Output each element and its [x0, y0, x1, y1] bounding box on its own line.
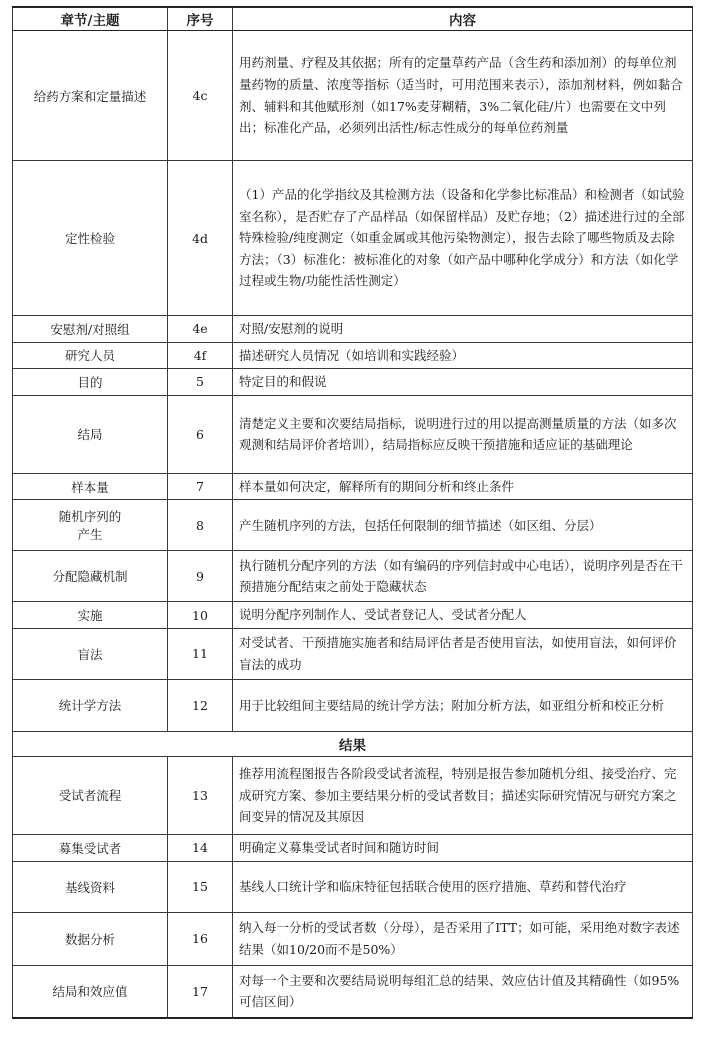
- header-number: 序号: [168, 7, 233, 31]
- row-number: 4d: [168, 161, 233, 316]
- section-heading-results: 结果: [13, 731, 693, 756]
- header-content: 内容: [233, 7, 693, 31]
- table-row: [13, 342, 693, 369]
- row-content: 用药剂量、疗程及其依据；所有的定量草药产品（含生药和添加剂）的每单位剂量药物的质量、浓度等指标（适当时，可用范围来表示），添加剂材料，例如黏合剂、辅料和其他赋形剂（如17%麦芽糊精，3%二氧化硅/片）也需要在文中列出；标准化产品，必须列出活性/标志性成分的每单位药剂量: [233, 31, 693, 161]
- row-content: 推荐用流程图报告各阶段受试者流程，特别是报告参加随机分组、接受治疗、完成研究方案、参加主要结果分析的受试者数目；描述实际研究情况与研究方案之间变异的情况及其原因: [233, 756, 693, 834]
- table-row: [13, 628, 693, 679]
- row-content: 执行随机分配序列的方法（如有编码的序列信封或中心电话），说明序列是否在干预措施分配结束之前处于隐藏状态: [233, 551, 693, 602]
- row-number: 15: [168, 861, 233, 912]
- row-topic: 结局和效应值: [13, 965, 168, 1018]
- row-number: 10: [168, 602, 233, 629]
- row-content: 基线人口统计学和临床特征包括联合使用的医疗措施、草药和替代治疗: [233, 861, 693, 912]
- table-row: [13, 31, 693, 161]
- row-content: 产生随机序列的方法，包括任何限制的细节描述（如区组、分层）: [233, 500, 693, 551]
- row-number: 9: [168, 551, 233, 602]
- row-topic: 随机序列的产生: [13, 500, 168, 551]
- row-topic: 基线资料: [13, 861, 168, 912]
- row-number: 13: [168, 756, 233, 834]
- row-number: 7: [168, 473, 233, 500]
- row-content: 明确定义募集受试者时间和随访时间: [233, 834, 693, 861]
- row-number: 6: [168, 395, 233, 473]
- table-row: [13, 679, 693, 731]
- row-number: 4f: [168, 342, 233, 369]
- row-number: 8: [168, 500, 233, 551]
- row-topic: 受试者流程: [13, 756, 168, 834]
- table-row: [13, 602, 693, 629]
- row-number: 11: [168, 628, 233, 679]
- table-row: [13, 965, 693, 1018]
- row-content: 描述研究人员情况（如培训和实践经验）: [233, 342, 693, 369]
- row-content: 纳入每一分析的受试者数（分母），是否采用了ITT；如可能，采用绝对数字表述结果（如10/20而不是50%）: [233, 912, 693, 965]
- row-content: 清楚定义主要和次要结局指标，说明进行过的用以提高测量质量的方法（如多次观测和结局评价者培训），结局指标应反映干预措施和适应证的基础理论: [233, 395, 693, 473]
- row-topic: 定性检验: [13, 161, 168, 316]
- table-row: [13, 861, 693, 912]
- header-topic: 章节/主题: [13, 7, 168, 31]
- row-number: 16: [168, 912, 233, 965]
- table-row: [13, 500, 693, 551]
- row-number: 5: [168, 369, 233, 396]
- checklist-table: [12, 6, 693, 1019]
- row-topic: 分配隐藏机制: [13, 551, 168, 602]
- row-topic: 安慰剂/对照组: [13, 316, 168, 343]
- row-number: 12: [168, 679, 233, 731]
- table-row: [13, 369, 693, 396]
- table-row: [13, 395, 693, 473]
- row-content: 对每一个主要和次要结局说明每组汇总的结果、效应估计值及其精确性（如95%可信区间）: [233, 965, 693, 1018]
- table-row: [13, 912, 693, 965]
- section-row: [13, 731, 693, 756]
- row-number: 17: [168, 965, 233, 1018]
- row-number: 4e: [168, 316, 233, 343]
- row-content: 用于比较组间主要结局的统计学方法；附加分析方法，如亚组分析和校正分析: [233, 679, 693, 731]
- row-content: 说明分配序列制作人、受试者登记人、受试者分配人: [233, 602, 693, 629]
- row-topic: 盲法: [13, 628, 168, 679]
- row-topic: 研究人员: [13, 342, 168, 369]
- table-row: [13, 756, 693, 834]
- row-content: 对照/安慰剂的说明: [233, 316, 693, 343]
- row-topic: 给药方案和定量描述: [13, 31, 168, 161]
- row-content: 样本量如何决定，解释所有的期间分析和终止条件: [233, 473, 693, 500]
- row-topic: 样本量: [13, 473, 168, 500]
- row-topic: 目的: [13, 369, 168, 396]
- table-row: [13, 161, 693, 316]
- row-content: 特定目的和假说: [233, 369, 693, 396]
- table-row: [13, 551, 693, 602]
- row-topic: 募集受试者: [13, 834, 168, 861]
- header-row: [13, 7, 693, 31]
- row-number: 4c: [168, 31, 233, 161]
- row-number: 14: [168, 834, 233, 861]
- row-content: （1）产品的化学指纹及其检测方法（设备和化学参比标准品）和检测者（如试验室名称），是否贮存了产品样品（如保留样品）及贮存地；（2）描述进行过的全部特殊检验/纯度测定（如重金属或其他污染物测定），报告去除了哪些物质及去除方法；（3）标准化：被标准化的对象（如产品中哪种化学成分）和方法（如化学过程或生物/功能性活性测定）: [233, 161, 693, 316]
- row-topic: 实施: [13, 602, 168, 629]
- table-row: [13, 473, 693, 500]
- table-row: [13, 834, 693, 861]
- table-row: [13, 316, 693, 343]
- row-topic: 结局: [13, 395, 168, 473]
- row-topic: 数据分析: [13, 912, 168, 965]
- row-topic: 统计学方法: [13, 679, 168, 731]
- row-content: 对受试者、干预措施实施者和结局评估者是否使用盲法，如使用盲法，如何评价盲法的成功: [233, 628, 693, 679]
